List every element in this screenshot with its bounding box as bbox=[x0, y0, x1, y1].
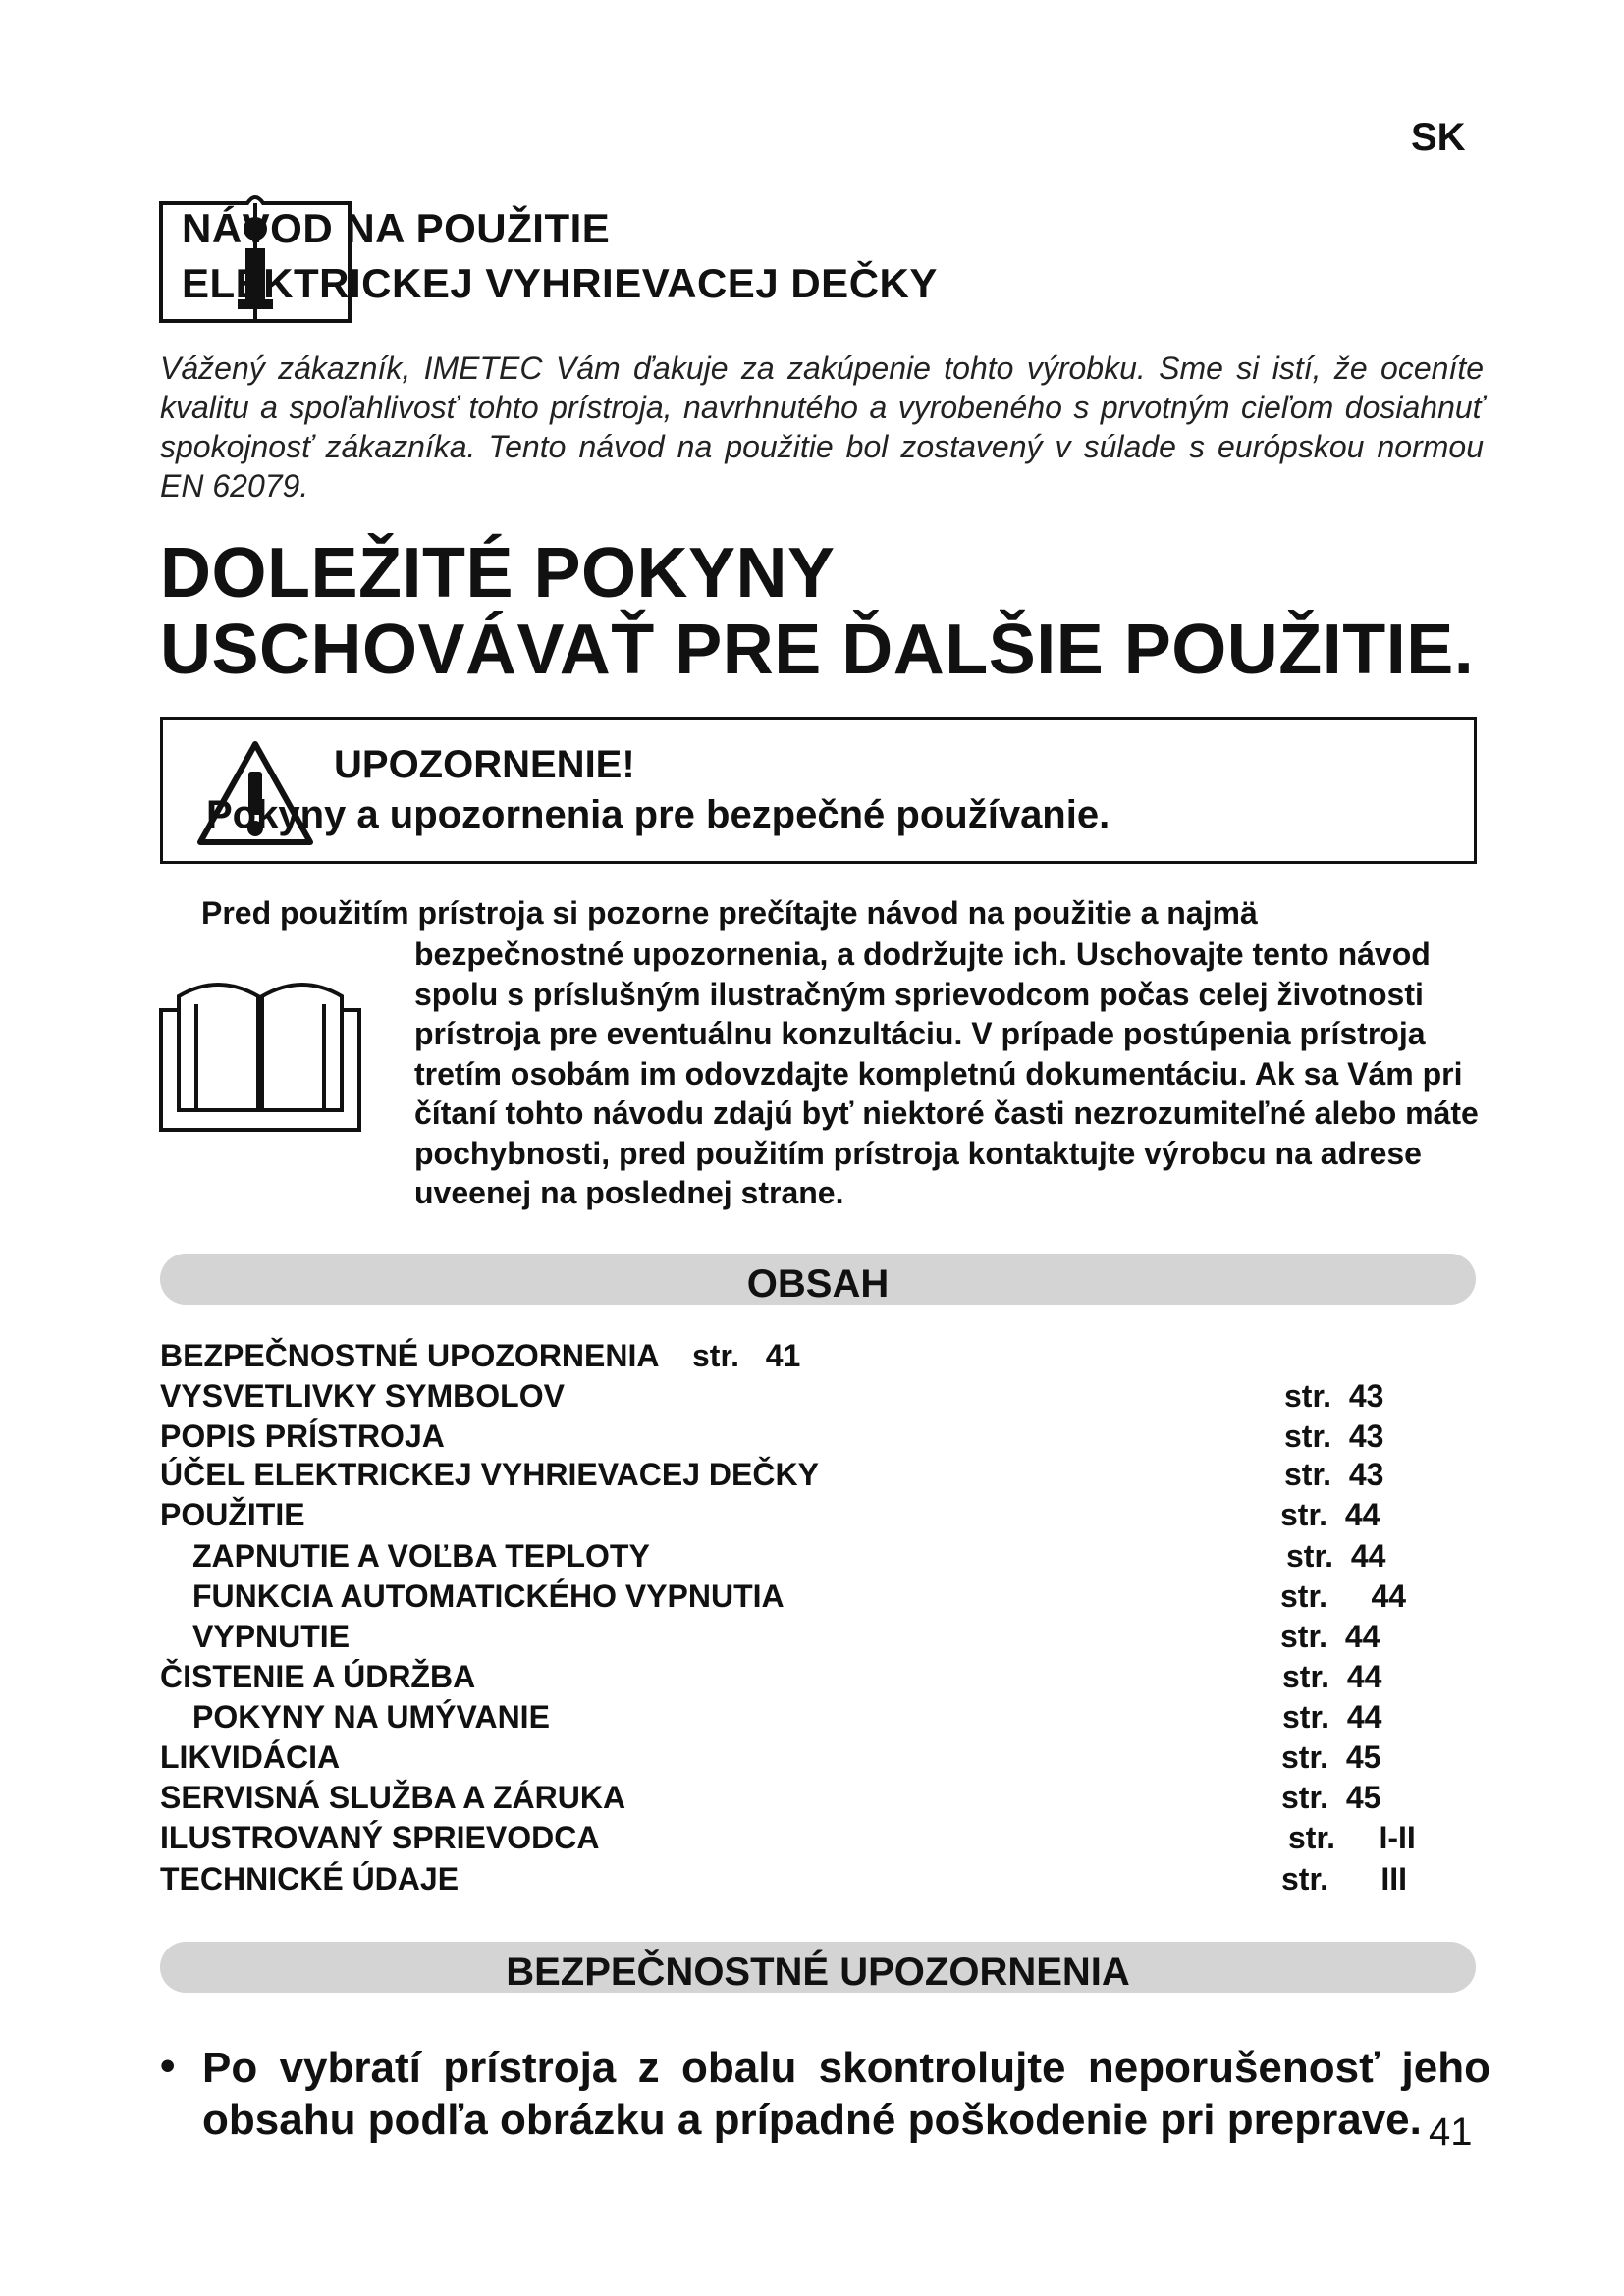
toc-entry-page: str. 45 bbox=[1281, 1739, 1381, 1775]
toc-entry-label: POKYNY NA UMÝVANIE bbox=[192, 1699, 550, 1735]
toc-entry-label: ÚČEL ELEKTRICKEJ VYHRIEVACEJ DEČKY bbox=[160, 1457, 819, 1492]
toc-entry-page: str. III bbox=[1281, 1861, 1408, 1896]
toc-entry-page: str. I-II bbox=[1288, 1820, 1416, 1855]
toc-entry-label: BEZPEČNOSTNÉ UPOZORNENIA bbox=[160, 1338, 660, 1373]
toc-entry-label: FUNKCIA AUTOMATICKÉHO VYPNUTIA bbox=[192, 1578, 785, 1614]
toc-entry-page: str. 44 bbox=[1280, 1497, 1380, 1532]
page-number: 41 bbox=[1429, 2110, 1473, 2154]
safety-heading: BEZPEČNOSTNÉ UPOZORNENIA bbox=[160, 1942, 1476, 1993]
toc-entry-page: str. 44 bbox=[1282, 1699, 1382, 1735]
important-line2: USCHOVÁVAŤ PRE ĎALŠIE POUŽITIE. bbox=[160, 611, 1475, 689]
toc-entry-page: str. 43 bbox=[1284, 1418, 1384, 1454]
toc-entry-page: str. 45 bbox=[1281, 1780, 1381, 1815]
important-heading bbox=[160, 535, 1474, 688]
toc-entry-label: SERVISNÁ SLUŽBA A ZÁRUKA bbox=[160, 1780, 626, 1815]
toc-entry-label: POPIS PRÍSTROJA bbox=[160, 1418, 445, 1454]
toc-entry-page: str. 43 bbox=[1284, 1457, 1384, 1492]
toc-entry-label: POUŽITIE bbox=[160, 1497, 305, 1532]
toc-entry-page: str. 44 bbox=[1282, 1659, 1382, 1694]
important-line1: DOLEŽITÉ POKYNY bbox=[160, 534, 836, 613]
toc-heading: OBSAH bbox=[160, 1254, 1476, 1305]
warning-text: Pokyny a upozornenia pre bezpečné používanie. bbox=[206, 793, 1110, 836]
open-book-icon bbox=[157, 967, 363, 1134]
toc-entry-page: str. 44 bbox=[1280, 1619, 1380, 1654]
manual-title bbox=[182, 201, 938, 311]
toc-entry-label: LIKVIDÁCIA bbox=[160, 1739, 341, 1775]
safety-bullet: Po vybratí prístroja z obalu skontrolujte neporušenosť jeho obsahu podľa obrázku a prípadné poškodenie pri preprave. bbox=[202, 2044, 1490, 2144]
toc-entry-label: VYSVETLIVKY SYMBOLOV bbox=[160, 1378, 565, 1414]
warning-title: UPOZORNENIE! bbox=[334, 743, 635, 786]
read-instructions-body: bezpečnostné upozornenia, a dodržujte ich. Uschovajte tento návod spolu s príslušným ilustračným sprievodcom počas celej životnosti prístroja pre eventuálnu konzultáciu. V prípade postúpenia prístroja tretím osobám im odovzdajte kompletnú dokumentáciu. Ak sa Vám pri čítaní tohto návodu zdajú byť niektoré časti nezrozumiteľné alebo máte pochybnosti, pred použitím prístroja kontaktujte výrobcu na adrese uveenej na poslednej strane. bbox=[414, 936, 1479, 1210]
toc-entry-page: str. 41 bbox=[692, 1338, 801, 1373]
toc-entry-page: str. 44 bbox=[1280, 1578, 1407, 1614]
bullet-marker: • bbox=[160, 2042, 176, 2090]
language-code: SK bbox=[1411, 116, 1466, 159]
warning-box bbox=[160, 717, 1477, 864]
toc-entry-label: ZAPNUTIE A VOĽBA TEPLOTY bbox=[192, 1538, 650, 1574]
toc-entry-label: ILUSTROVANÝ SPRIEVODCA bbox=[160, 1820, 600, 1855]
manual-title-line1: NÁVOD NA POUŽITIE bbox=[182, 205, 611, 251]
intro-paragraph: Vážený zákazník, IMETEC Vám ďakuje za zakúpenie tohto výrobku. Sme si istí, že oceníte kvalitu a spoľahlivosť tohto prístroja, navrhnutého a vyrobeného s prvotným cieľom dosiahnuť spokojnosť zákazníka. Tento návod na použitie bol zostavený v súlade s európskou normou EN 62079. bbox=[160, 350, 1484, 504]
toc-entry-label: ČISTENIE A ÚDRŽBA bbox=[160, 1659, 476, 1694]
toc-entry-label: VYPNUTIE bbox=[192, 1619, 351, 1654]
toc-entry-page: str. 44 bbox=[1286, 1538, 1386, 1574]
toc-entry-label: TECHNICKÉ ÚDAJE bbox=[160, 1861, 460, 1896]
read-instructions-lead: Pred použitím prístroja si pozorne prečítajte návod na použitie a najmä bbox=[201, 895, 1258, 931]
toc-entry-page: str. 43 bbox=[1284, 1378, 1384, 1414]
manual-title-line2: ELEKTRICKEJ VYHRIEVACEJ DEČKY bbox=[182, 260, 938, 306]
